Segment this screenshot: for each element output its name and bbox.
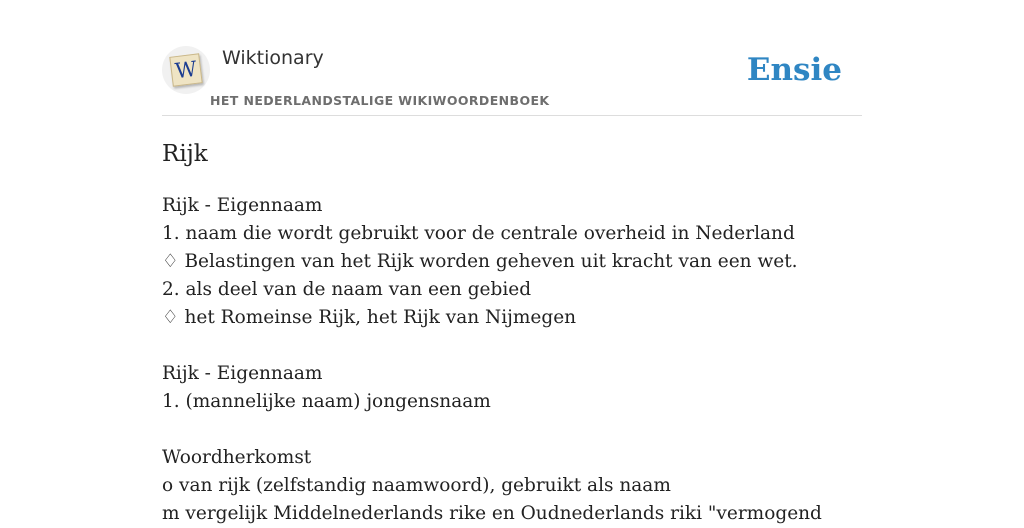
page-title: Rijk xyxy=(162,141,208,167)
example-line: ♢ het Romeinse Rijk, het Rijk van Nijmegen xyxy=(162,307,577,328)
blank-line xyxy=(162,332,862,360)
etymology-heading: Woordherkomst xyxy=(162,447,312,468)
etymology-line: m vergelijk Middelnederlands rike en Oudnederlands riki "vermogend xyxy=(162,503,822,524)
site-name[interactable]: Wiktionary xyxy=(222,47,324,69)
definition-line: 2. als deel van de naam van een gebied xyxy=(162,279,532,300)
site-tagline: HET NEDERLANDSTALIGE WIKIWOORDENBOEK xyxy=(210,93,550,108)
wiktionary-logo[interactable] xyxy=(162,46,210,94)
wiktionary-logo-tile xyxy=(169,53,202,86)
header-divider xyxy=(162,115,862,116)
section-heading: Rijk - Eigennaam xyxy=(162,363,323,384)
definition-content xyxy=(162,192,862,528)
logo-letter: W xyxy=(173,56,199,84)
etymology-line: o van rijk (zelfstandig naamwoord), gebruikt als naam xyxy=(162,475,671,496)
section-heading: Rijk - Eigennaam xyxy=(162,195,323,216)
definition-line: 1. (mannelijke naam) jongensnaam xyxy=(162,391,491,412)
example-line: ♢ Belastingen van het Rijk worden geheven uit kracht van een wet. xyxy=(162,251,798,272)
blank-line xyxy=(162,416,862,444)
ensie-logo[interactable]: Ensie xyxy=(746,52,842,88)
definition-line: 1. naam die wordt gebruikt voor de centrale overheid in Nederland xyxy=(162,223,795,244)
